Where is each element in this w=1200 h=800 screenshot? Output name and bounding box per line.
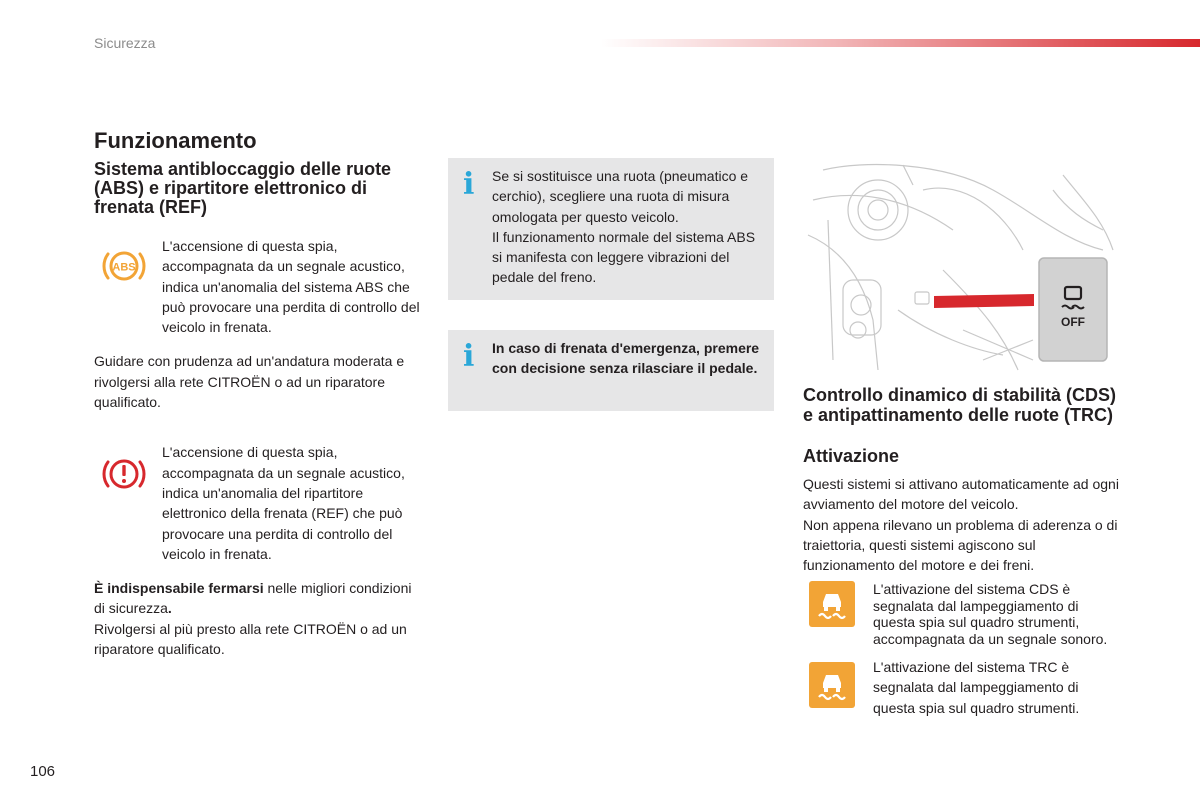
info-wheel-text: Se si sostituisce una ruota (pneumatico e cerchio), scegliere una ruota di misura omologata per questo veicolo. [492,168,749,225]
section-label: Sicurezza [94,35,156,51]
abs-warning-block [94,236,424,337]
info-box-emergency [448,330,774,411]
off-button-label: OFF [1061,315,1085,329]
abs-advice-text: Guidare con prudenza ad un'andatura moderata e rivolgersi alla rete CITROËN o ad un riparatore qualificato. [94,353,405,411]
right-column [803,385,1123,718]
stop-advice-bold: È indispensabile fermarsi [94,580,264,597]
stop-advice [94,578,424,619]
middle-column [448,158,774,411]
info-icon: i [463,167,475,202]
cds-section-title: Controllo dinamico di stabilità (CDS) e antipattinamento delle ruote (TRC) [803,385,1117,425]
brake-warning-icon [101,454,147,494]
ref-warning-block [94,442,424,564]
activation-text-1: Questi sistemi si attivano automaticamente ad ogni avviamento del motore del veicolo. [803,476,1119,513]
info-box-wheel [448,158,774,300]
trc-indicator-row [803,657,1123,718]
cds-warning-icon [809,581,855,627]
info-emergency-text: In caso di frenata d'emergenza, premere con decisione senza rilasciare il pedale. [492,340,760,377]
page-number: 106 [30,763,56,780]
stop-advice-rest: nelle migliori condizioni di sicurezza [94,580,412,617]
info-icon: i [463,339,475,374]
abs-section-title: Sistema antibloccaggio delle ruote (ABS) e ripartitore elettronico di frenata (REF) [94,159,392,217]
trc-indicator-text: L'attivazione del sistema TRC è segnalata dal lampeggiamento di questa spia sul quadro strumenti. [873,659,1080,716]
page-title: Funzionamento [94,128,257,153]
activation-text-2: Non appena rilevano un problema di aderenza o di traiettoria, questi sistemi agiscono sul funzionamento del motore e dei freni. [803,516,1118,574]
left-column [94,128,424,659]
abs-icon-label: ABS [112,261,136,274]
abs-warning-text: L'accensione di questa spia, accompagnata da un segnale acustico, indica un'anomalia del sistema ABS che può provocare una perdita di controllo del veicolo in frenata. [162,238,420,336]
ref-warning-text: L'accensione di questa spia, accompagnata da un segnale acustico, indica un'anomalia del ripartitore elettronico della frenata (REF) che può provocare una perdita di controllo del veicolo in frenata. [162,444,405,562]
cds-indicator-row [803,581,1123,647]
info-abs-vibration-text: Il funzionamento normale del sistema ABS si manifesta con leggere vibrazioni del pedale del freno. [492,228,756,286]
stop-advice-dot: . [167,600,172,617]
dealer-advice: Rivolgersi al più presto alla rete CITROËN o ad un riparatore qualificato. [94,620,407,658]
header-accent-bar [600,39,1200,47]
cds-indicator-text: L'attivazione del sistema CDS è segnalata dal lampeggiamento di questa spia sul quadro strumenti, accompagnata da un segnale sonoro. [873,581,1108,647]
dashboard-illustration [803,160,1116,375]
abs-warning-icon [101,246,147,286]
trc-warning-icon [809,662,855,708]
activation-title: Attivazione [803,446,900,466]
